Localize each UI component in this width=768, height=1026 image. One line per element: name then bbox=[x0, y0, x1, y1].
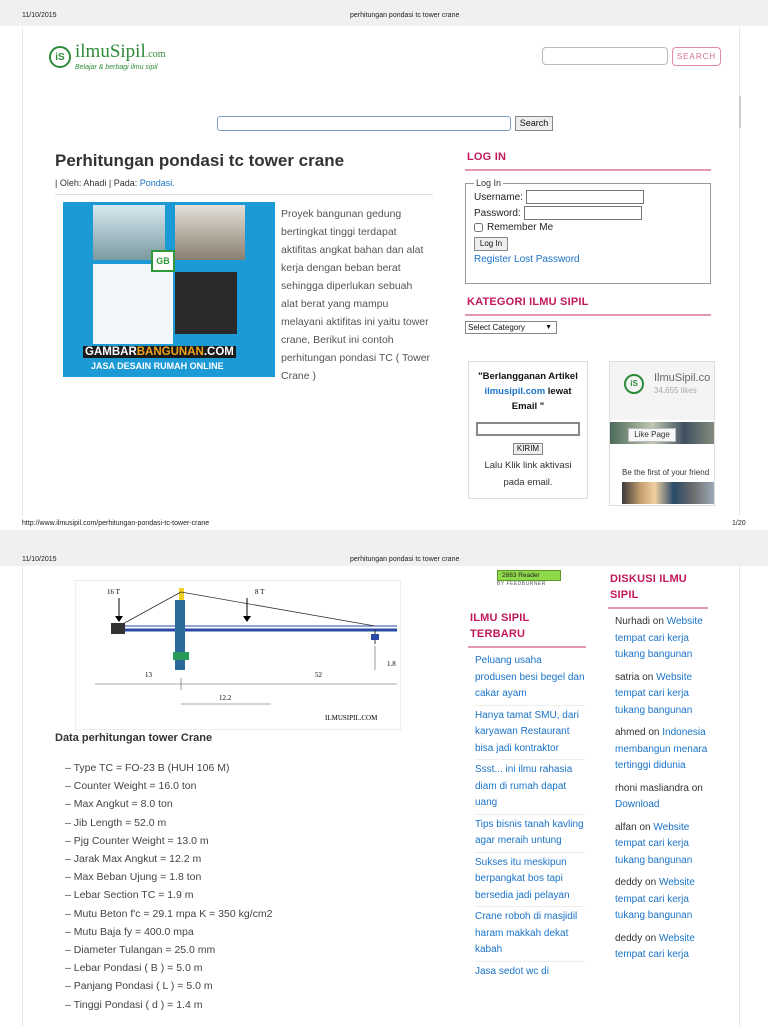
meta-divider bbox=[55, 194, 433, 195]
print-title-2: perhitungan pondasi tc tower crane bbox=[350, 556, 460, 563]
category-rule bbox=[465, 314, 711, 316]
spec-list bbox=[65, 759, 272, 1014]
facebook-box bbox=[609, 361, 715, 506]
diskusi-on: on bbox=[636, 821, 654, 833]
password-input[interactable] bbox=[524, 206, 642, 220]
feedburner-by: BY FEEDBURNER bbox=[497, 581, 546, 587]
gambarbangunan-ad[interactable] bbox=[63, 202, 275, 377]
diskusi-item bbox=[615, 668, 709, 724]
ad-caption: JASA DESAIN RUMAH ONLINE bbox=[91, 361, 224, 371]
spec-item: – Mutu Beton f'c = 29.1 mpa K = 350 kg/cm2 bbox=[65, 907, 273, 920]
print-date-2: 11/10/2015 bbox=[22, 556, 57, 563]
diskusi-link[interactable]: Website tempat cari kerja bbox=[615, 932, 695, 960]
spec-item: – Tinggi Pondasi ( d ) = 1.4 m bbox=[65, 998, 203, 1011]
load-label-right: 8 T bbox=[255, 588, 265, 596]
diskusi-title-2: SIPIL bbox=[610, 589, 639, 601]
dim-18-label: 1.8 bbox=[387, 660, 396, 668]
username-input[interactable] bbox=[526, 190, 644, 204]
subscribe-box bbox=[468, 361, 588, 499]
category-title: KATEGORI ILMU SIPIL bbox=[467, 296, 589, 308]
login-title: LOG IN bbox=[467, 151, 507, 163]
terbaru-item[interactable]: Peluang usaha produsen besi begel dan cakar ayam bbox=[475, 651, 585, 706]
feedburner-count: 2883 Reader bbox=[497, 570, 561, 581]
diskusi-list bbox=[615, 612, 709, 968]
terbaru-title-1: ILMU SIPIL bbox=[470, 612, 530, 624]
terbaru-rule bbox=[468, 646, 586, 648]
subscribe-line2: lewat bbox=[545, 386, 572, 397]
terbaru-item[interactable]: Crane roboh di masjidil haram makkah dekat kabah bbox=[475, 907, 585, 962]
post-category-link[interactable]: Pondasi. bbox=[139, 178, 175, 188]
subscribe-line3: Email " bbox=[511, 401, 545, 412]
login-form bbox=[465, 178, 711, 284]
diskusi-rule bbox=[608, 607, 708, 609]
ad-brand bbox=[83, 346, 236, 358]
ad-brand-c: .COM bbox=[203, 346, 234, 358]
login-legend: Log In bbox=[476, 178, 502, 188]
ad-brand-a: GAMBAR bbox=[85, 346, 137, 358]
spec-item: – Pjg Counter Weight = 13.0 m bbox=[65, 834, 209, 847]
diskusi-title bbox=[610, 571, 687, 603]
print-url[interactable]: http://www.ilmusipil.com/perhitungan-pondasi-tc-tower-crane bbox=[22, 520, 210, 527]
diskusi-on: on bbox=[650, 616, 667, 627]
dim-52-label: 52 bbox=[315, 671, 322, 679]
post-meta bbox=[55, 178, 175, 188]
spec-item: – Counter Weight = 16.0 ton bbox=[65, 780, 197, 793]
diskusi-on: on bbox=[645, 727, 663, 738]
diskusi-item bbox=[615, 723, 709, 779]
site-logo[interactable] bbox=[49, 43, 165, 71]
post-title: Perhitungan pondasi tc tower crane bbox=[55, 151, 345, 170]
diskusi-item bbox=[615, 818, 709, 874]
login-rule bbox=[465, 169, 711, 171]
spec-item: – Panjang Pondasi ( L ) = 5.0 m bbox=[65, 980, 213, 993]
terbaru-item[interactable]: Jasa sedot wc di bbox=[475, 965, 549, 977]
fb-logo-icon: iS bbox=[624, 374, 644, 394]
register-link[interactable]: Register bbox=[474, 254, 512, 265]
login-button[interactable]: Log In bbox=[474, 237, 508, 251]
subscribe-note2: pada email. bbox=[503, 476, 553, 488]
subscribe-note1: Lalu Klik link aktivasi bbox=[484, 459, 572, 471]
password-label: Password: bbox=[474, 207, 521, 219]
terbaru-title bbox=[470, 610, 529, 642]
spec-item: – Lebar Section TC = 1.9 m bbox=[65, 889, 194, 902]
roof-plan-image bbox=[175, 272, 237, 334]
subscribe-email-input[interactable] bbox=[476, 422, 580, 436]
terbaru-title-2: TERBARU bbox=[470, 628, 526, 640]
logo-suffix: .com bbox=[145, 49, 166, 60]
page-2 bbox=[22, 566, 740, 1026]
ad-brand-b: BANGUNAN bbox=[136, 346, 204, 358]
house-image-2 bbox=[175, 205, 245, 260]
spec-item: – Lebar Pondasi ( B ) = 5.0 m bbox=[65, 962, 203, 975]
post-meta-text: | Oleh: Ahadi | Pada: bbox=[55, 178, 140, 188]
diskusi-link[interactable]: Website tempat cari kerja tukang bangunan bbox=[615, 616, 703, 660]
site-tagline: Belajar & berbagi ilmu sipil bbox=[75, 64, 158, 71]
diskusi-link[interactable]: Website tempat cari kerja tukang bangunan bbox=[615, 821, 693, 866]
dim-12-label: 12.2 bbox=[219, 694, 232, 702]
diskusi-author: alfan bbox=[615, 821, 637, 833]
fb-friend-photos bbox=[622, 482, 715, 504]
category-select[interactable] bbox=[465, 321, 557, 334]
print-title: perhitungan pondasi tc tower crane bbox=[350, 12, 460, 19]
remember-label: Remember Me bbox=[487, 222, 554, 233]
lost-password-link[interactable]: Lost Password bbox=[514, 254, 580, 265]
print-date: 11/10/2015 bbox=[22, 12, 57, 19]
dim-13-label: 13 bbox=[145, 671, 152, 679]
diskusi-item bbox=[615, 612, 709, 668]
spec-item: – Type TC = FO-23 B (HUH 106 M) bbox=[65, 762, 230, 774]
terbaru-item[interactable]: Sukses itu meskipun berpangkat bos tapi bersedia jadi pelayan bbox=[475, 853, 585, 908]
diskusi-item bbox=[615, 929, 709, 968]
fb-likes: 34,655 likes bbox=[654, 386, 697, 395]
category-select-value: Select Category bbox=[468, 323, 525, 332]
fb-first-friend: Be the first of your friend bbox=[622, 468, 710, 477]
header-search-input[interactable] bbox=[542, 47, 668, 65]
diskusi-on: on bbox=[639, 671, 657, 683]
spec-item: – Max Beban Ujung = 1.8 ton bbox=[65, 871, 202, 884]
logo-icon: iS bbox=[49, 46, 71, 68]
spec-item: – Jib Length = 52.0 m bbox=[65, 816, 167, 829]
spec-item: – Jarak Max Angkut = 12.2 m bbox=[65, 853, 202, 866]
print-page-number: 1/20 bbox=[732, 520, 746, 527]
diskusi-item bbox=[615, 873, 709, 929]
diskusi-on: on bbox=[688, 782, 703, 794]
terbaru-item[interactable]: Ssst... ini ilmu rahasia diam di rumah dapat uang bbox=[475, 760, 585, 815]
diskusi-author: deddy bbox=[615, 932, 643, 944]
diskusi-title-1: DISKUSI ILMU bbox=[610, 573, 687, 585]
diskusi-author: rhoni masliandra bbox=[615, 782, 689, 794]
subscribe-line1: "Berlangganan Artikel bbox=[478, 371, 578, 382]
subscribe-site-link[interactable]: ilmusipil.com bbox=[484, 386, 546, 397]
remember-checkbox[interactable] bbox=[474, 223, 483, 232]
diskusi-item bbox=[615, 779, 709, 818]
chevron-down-icon: ▼ bbox=[545, 324, 552, 331]
feedburner-badge[interactable] bbox=[497, 570, 561, 588]
subscribe-button[interactable]: KIRIM bbox=[513, 443, 543, 455]
main-search-button[interactable]: Search bbox=[515, 116, 553, 131]
page-1 bbox=[22, 28, 740, 516]
load-label-left: 16 T bbox=[107, 588, 120, 596]
username-label: Username: bbox=[474, 191, 523, 203]
scroll-indicator[interactable] bbox=[739, 96, 741, 128]
header-search-button[interactable]: SEARCH bbox=[672, 47, 721, 66]
data-heading: Data perhitungan tower Crane bbox=[55, 732, 213, 744]
diskusi-on: on bbox=[642, 877, 659, 888]
spec-item: – Mutu Baja fy = 400.0 mpa bbox=[65, 925, 194, 938]
diagram-watermark: ILMUSIPIL.COM bbox=[325, 714, 378, 722]
terbaru-list bbox=[475, 651, 585, 982]
post-intro: Proyek bangunan gedung bertingkat tinggi terdapat aktifitas angkat bahan dan alat kerja dengan beban berat sehingga diperlukan sebuah alat berat yang mampu melayani aktifitas ini yaitu tower crane, Berikut ini contoh perhitungan pondasi TC ( Tower Crane ) bbox=[281, 208, 431, 382]
diskusi-author: Nurhadi bbox=[615, 616, 651, 627]
diskusi-link[interactable]: Website tempat cari kerja tukang bangunan bbox=[615, 877, 695, 921]
gb-badge-icon: GB bbox=[151, 250, 175, 272]
diskusi-author: deddy bbox=[615, 877, 643, 888]
fb-page-name[interactable]: IlmuSipil.co bbox=[654, 372, 711, 384]
terbaru-item[interactable]: Tips bisnis tanah kavling agar meraih untung bbox=[475, 815, 585, 853]
diskusi-link[interactable]: Download bbox=[615, 799, 660, 810]
diskusi-on: on bbox=[642, 932, 659, 944]
floorplan-image bbox=[93, 264, 173, 344]
fb-like-button[interactable] bbox=[628, 428, 676, 442]
fb-like-label: Like Page bbox=[634, 430, 670, 439]
diskusi-author: ahmed bbox=[615, 727, 646, 738]
spec-item: – Max Angkut = 8.0 ton bbox=[65, 798, 173, 811]
diskusi-link[interactable]: Website tempat cari kerja tukang bangunan bbox=[615, 671, 693, 716]
spec-item: – Diameter Tulangan = 25.0 mm bbox=[65, 944, 216, 957]
main-search-input[interactable] bbox=[217, 116, 511, 131]
diskusi-author: satria bbox=[615, 671, 640, 683]
terbaru-item[interactable]: Hanya tamat SMU, dari karyawan Restaurant bisa jadi kontraktor bbox=[475, 706, 585, 761]
logo-text: ilmuSipil bbox=[75, 41, 146, 62]
diskusi-link[interactable]: Indonesia membangun menara tertinggi didunia bbox=[615, 727, 708, 771]
tower-crane-diagram bbox=[75, 580, 401, 730]
